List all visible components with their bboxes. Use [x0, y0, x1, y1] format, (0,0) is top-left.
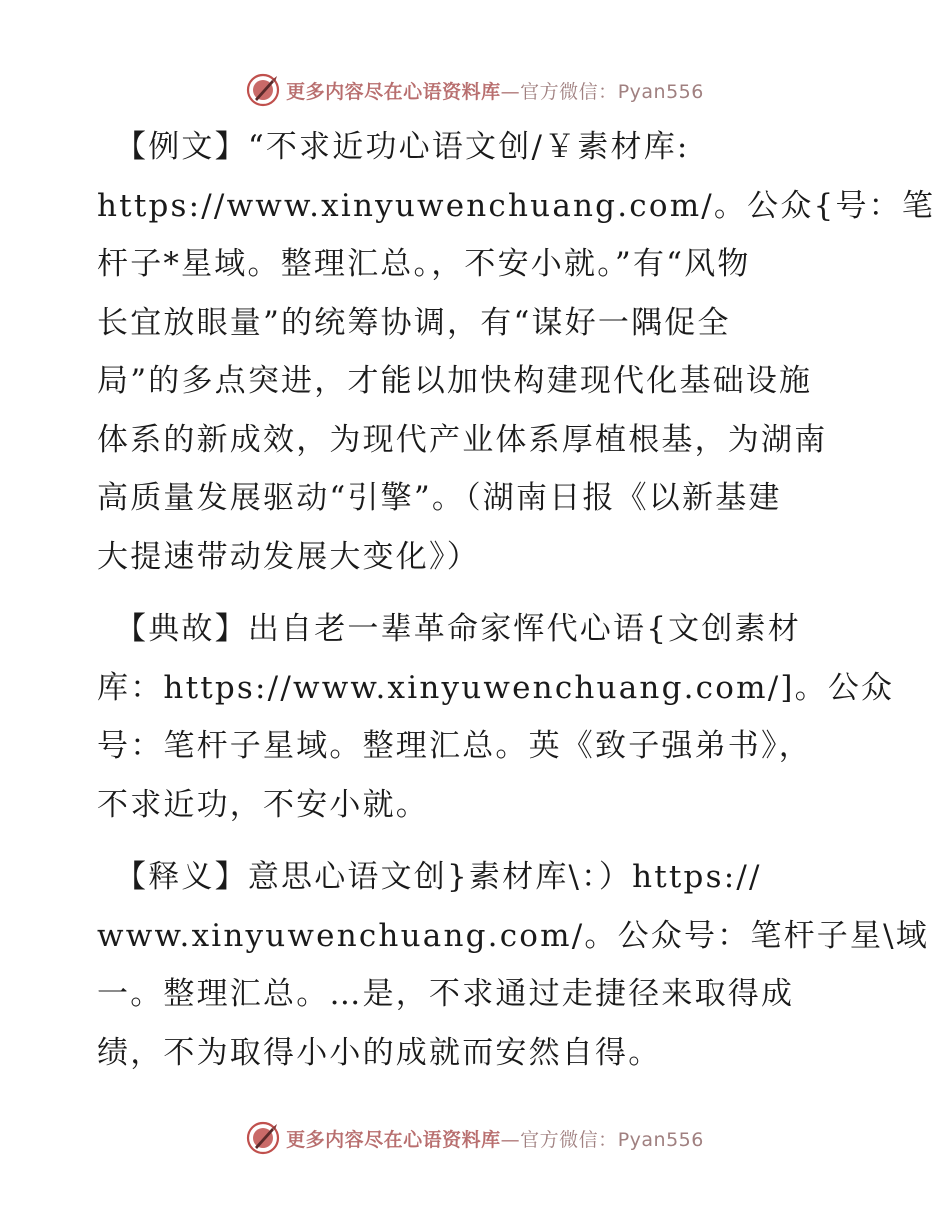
- allusion-text: 出自老一辈革命家恽代心语{文创素材: [247, 611, 801, 647]
- example-line-4: 长宜放眼量”的统筹协调，有“谋好一隅促全: [97, 304, 731, 341]
- footer-banner-text: [286, 1125, 704, 1152]
- example-tag: 【例文】: [115, 129, 248, 165]
- header-banner-wechat-label: 官方微信：: [520, 80, 618, 103]
- example-line-2: https://www.xinyuwenchuang.com/。公众{号：笔: [97, 187, 936, 224]
- header-banner-inner: [246, 73, 704, 107]
- header-banner-text: [286, 77, 704, 104]
- footer-banner-main: 更多内容尽在心语资料库: [286, 1128, 501, 1151]
- footer-banner-wechat-id: Pyan556: [617, 1128, 704, 1151]
- meaning-line-4: 绩，不为取得小小的成就而安然自得。: [97, 1034, 662, 1071]
- example-text: “不求近功心语文创/￥素材库:: [247, 129, 690, 165]
- meaning-text: 意思心语文创}素材库\：）https://: [247, 859, 762, 895]
- example-paragraph: [97, 118, 936, 586]
- example-line-5: 局”的多点突进，才能以加快构建现代化基础设施: [97, 363, 813, 399]
- header-banner-main: 更多内容尽在心语资料库: [286, 80, 501, 103]
- quill-logo-icon: [246, 73, 280, 107]
- meaning-paragraph: [97, 848, 930, 1082]
- allusion-line-3: 号：笔杆子星域。整理汇总。英《致子强弟书》，: [97, 728, 812, 764]
- allusion-line-2: 库：https://www.xinyuwenchuang.com/]。公众: [97, 669, 895, 706]
- footer-banner-dash: —: [500, 1128, 521, 1151]
- footer-banner: [0, 1118, 950, 1158]
- example-line-7: 高质量发展驱动“引擎”。（湖南日报《以新基建: [97, 480, 782, 516]
- meaning-line-1: [97, 848, 857, 907]
- footer-banner-inner: [246, 1121, 704, 1155]
- footer-banner-wechat-label: 官方微信：: [520, 1128, 618, 1151]
- example-line-8: 大提速带动发展大变化》）: [97, 538, 480, 575]
- example-line-3: 杆子*星域。整理汇总。，不安小就。”有“风物: [97, 246, 751, 282]
- meaning-tag: 【释义】: [115, 859, 248, 895]
- meaning-line-3: 一。整理汇总。…是，不求通过走捷径来取得成: [97, 976, 795, 1012]
- header-banner-wechat-id: Pyan556: [617, 80, 704, 103]
- example-line-1: [97, 118, 857, 177]
- allusion-line-4: 不求近功，不安小就。: [97, 786, 429, 823]
- allusion-tag: 【典故】: [115, 611, 248, 647]
- example-line-6: 体系的新成效，为现代产业体系厚植根基，为湖南: [97, 421, 828, 458]
- allusion-paragraph: [97, 600, 895, 834]
- meaning-line-2: www.xinyuwenchuang.com/。公众号：笔杆子星\域: [97, 917, 930, 954]
- header-banner: [0, 70, 950, 110]
- quill-logo-icon: [246, 1121, 280, 1155]
- allusion-line-1: [97, 600, 857, 659]
- header-banner-dash: —: [500, 80, 521, 103]
- document-body: [97, 118, 936, 1096]
